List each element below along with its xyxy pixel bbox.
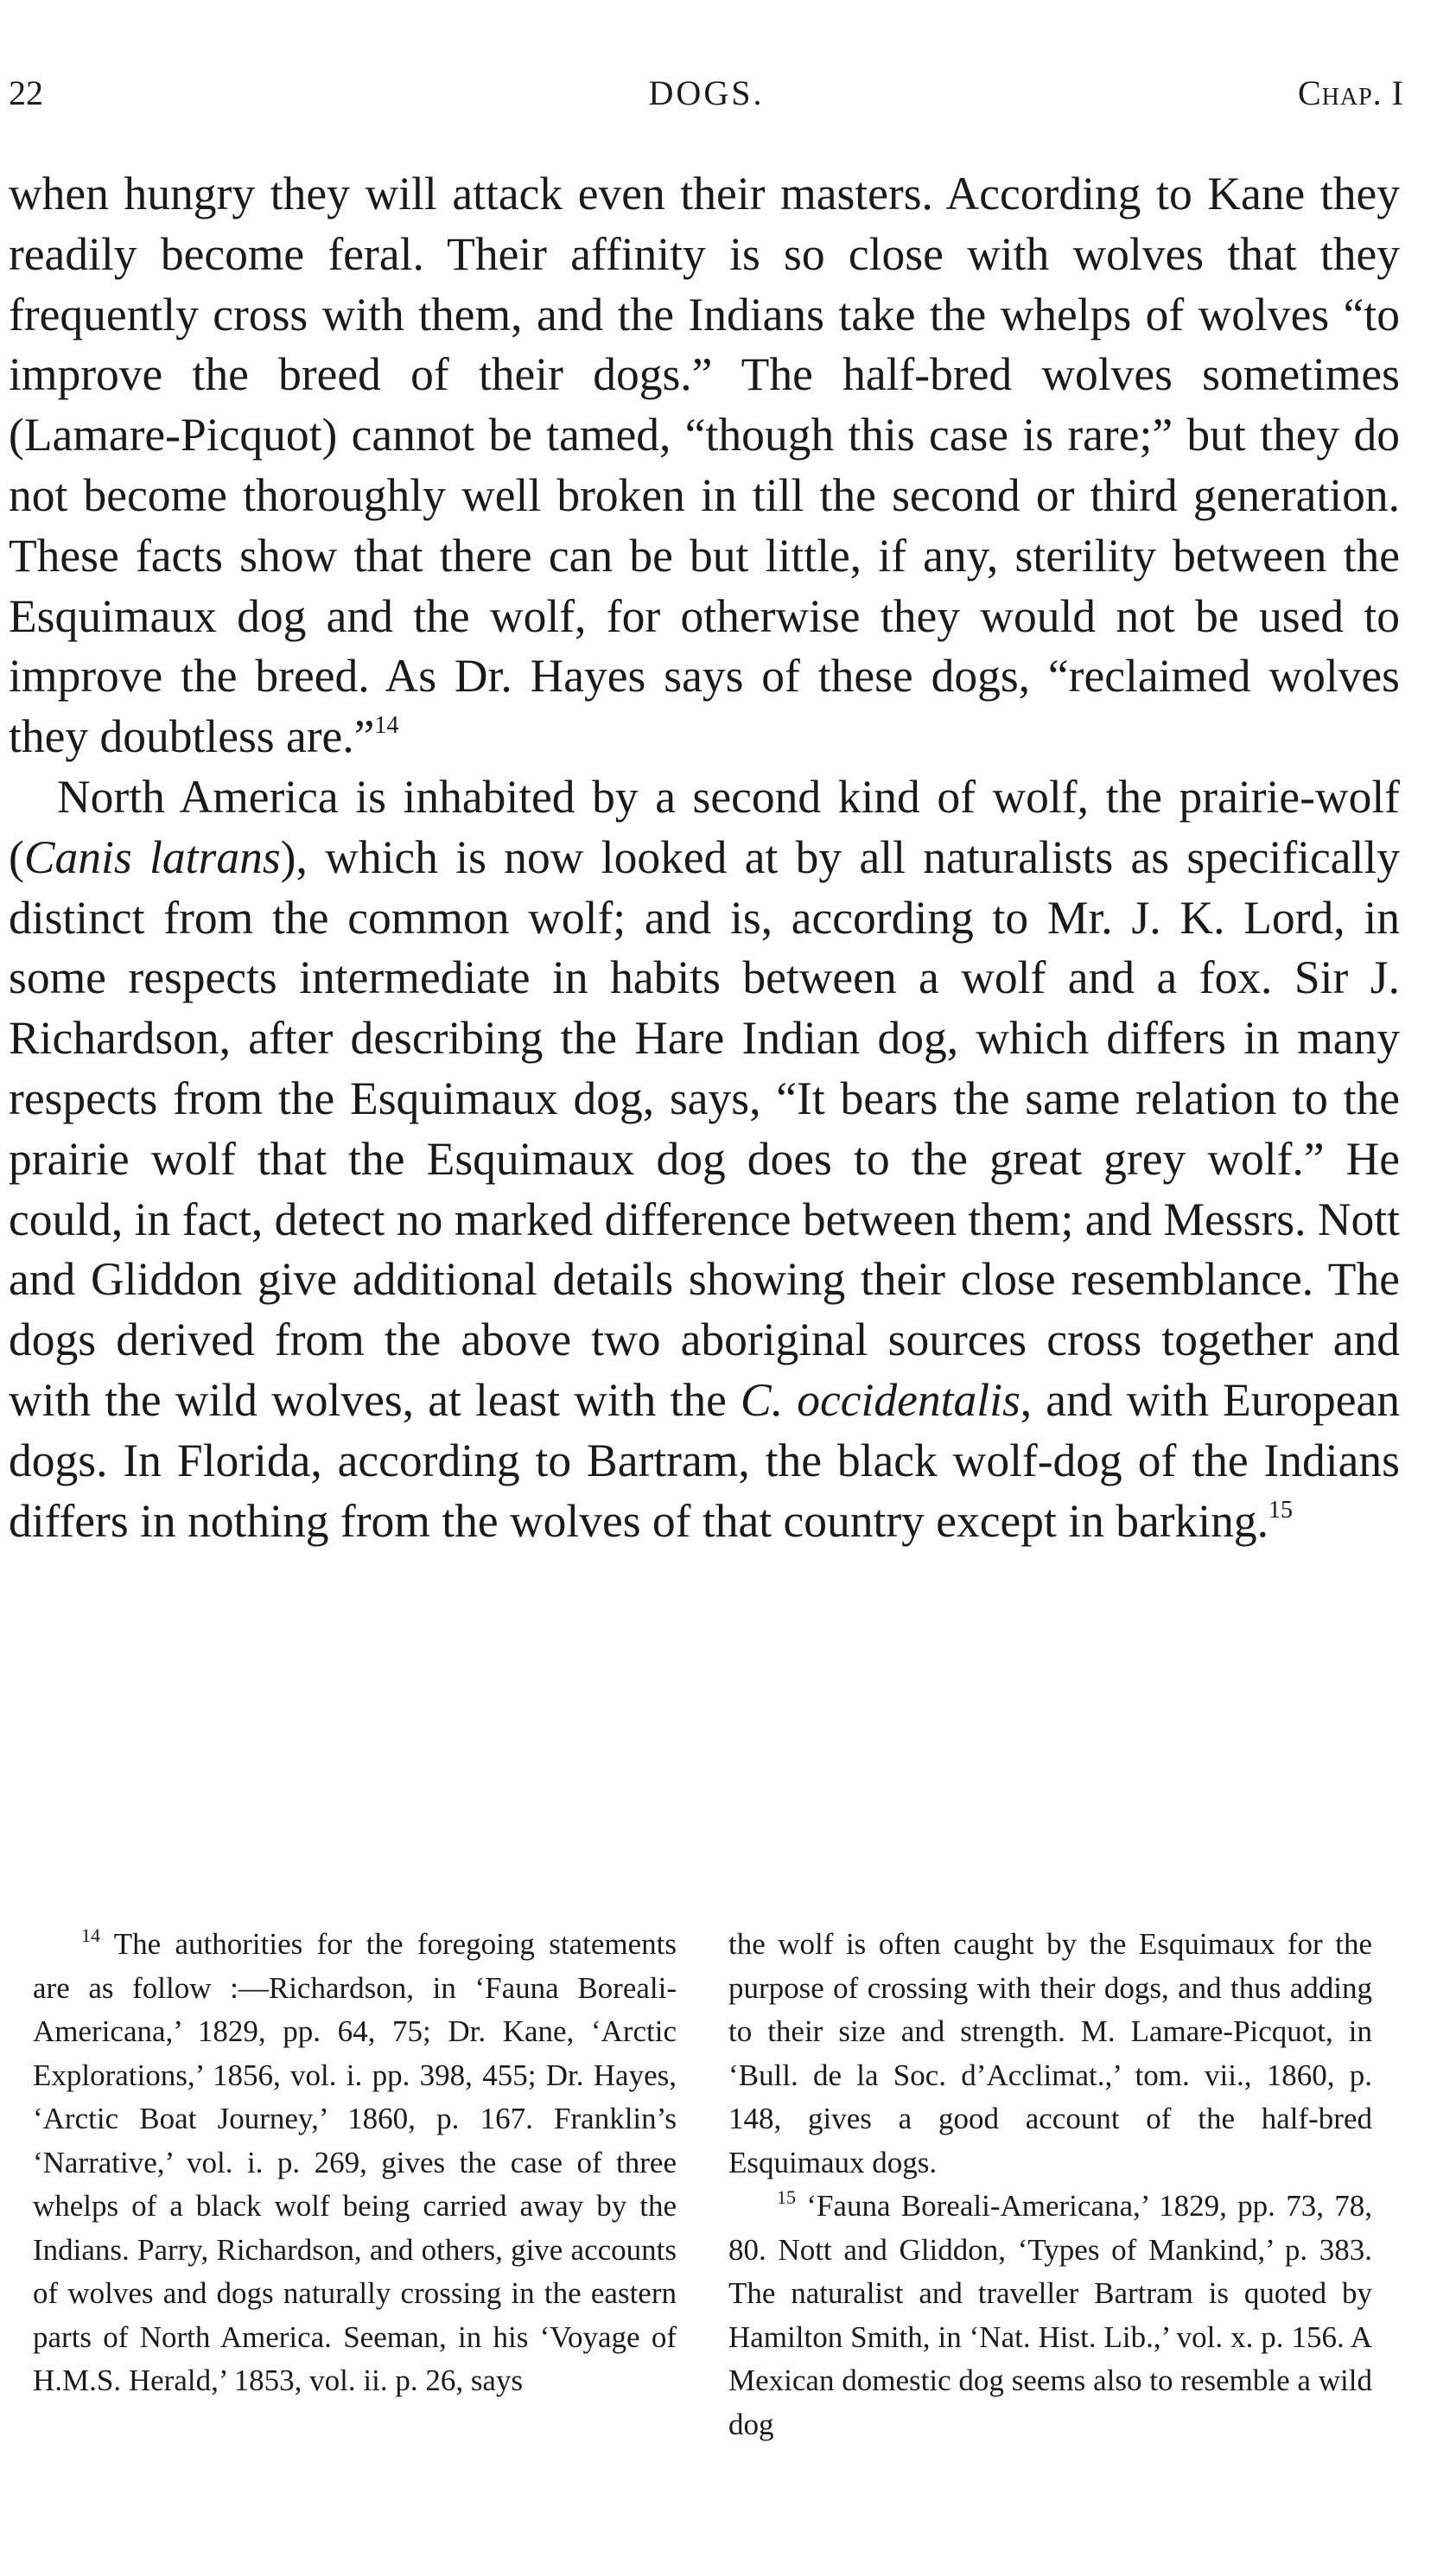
footnotes: [33, 1923, 1398, 2528]
footnote-14-continued-text: the wolf is often caught by the Esquimaux for the purpose of crossing with their dogs, and thus adding to their size and strength. M. Lamare-Picquot, in ‘Bull. de la Soc. d’Acclimat.,’ tom. vii., 1860, p. 148, gives a good account of the half-bred Esquimaux dogs.: [728, 1927, 1372, 2179]
paragraph-2-text-b: ), which is now looked at by all naturalists as specifically distinct from the common wolf; and is, according to Mr. J. K. Lord, in some respects intermediate in habits between a wolf and a fox. Sir J. Richardson, after describing the Hare Indian dog, which differs in many respects from the Esquimaux dog, says, “It bears the same relation to the prairie wolf that the Esquimaux dog does to the great grey wolf.” He could, in fact, detect no marked difference between them; and Messrs. Nott and Gliddon give additional details showing their close resemblance. The dogs derived from the above two aboriginal sources cross together and with the wild wolves, at least with the: [9, 830, 1400, 1426]
running-title: DOGS.: [648, 73, 765, 112]
footnote-ref-14: 14: [374, 712, 399, 740]
paragraph-2: [9, 767, 1400, 1551]
footnote-14-text: The authorities for the foregoing statements are as follow :—Richardson, in ‘Fauna Boreali-Americana,’ 1829, pp. 64, 75; Dr. Kane, ‘Arctic Explorations,’ 1856, vol. i. pp. 398, 455; Dr. Hayes, ‘Arctic Boat Journey,’ 1860, p. 167. Franklin’s ‘Narrative,’ vol. i. p. 269, gives the case of three whelps of a black wolf being carried away by the Indians. Parry, Richardson, and others, give accounts of wolves and dogs naturally crossing in the eastern parts of North America. Seeman, in his ‘Voyage of H.M.S. Herald,’ 1853, vol. ii. p. 26, says: [33, 1927, 677, 2397]
footnote-14-continued: [728, 1923, 1372, 2185]
paragraph-2-text-a: North America is inhabited by a second kind of wolf, the prairie-wolf (: [9, 770, 1400, 883]
footnote-14-marker: 14: [81, 1925, 100, 1946]
species-name-c-occidentalis: C. occidentalis: [741, 1373, 1020, 1426]
footnote-15: [728, 2185, 1372, 2446]
footnote-column-right: [728, 1923, 1372, 2446]
footnote-column-left: [33, 1923, 677, 2403]
footnote-14: [33, 1923, 677, 2403]
main-text: [9, 164, 1400, 1551]
paragraph-1: [9, 164, 1400, 767]
paragraph-2-text-c: , and with European dogs. In Florida, according to Bartram, the black wolf-dog of the Indians differs in nothing from the wolves of that country except in barking.: [9, 1373, 1400, 1547]
footnote-ref-15: 15: [1268, 1496, 1294, 1524]
species-name-canis-latrans: Canis latrans: [23, 830, 281, 883]
footnote-15-text: ‘Fauna Boreali-Americana,’ 1829, pp. 73, 78, 80. Nott and Gliddon, ‘Types of Mankind,’ p. 383. The naturalist and traveller Bartram is quoted by Hamilton Smith, in ‘Nat. Hist. Lib.,’ vol. x. p. 156. A Mexican domestic dog seems also to resemble a wild dog: [728, 2189, 1372, 2441]
paragraph-1-text: when hungry they will attack even their masters. According to Kane they readily become feral. Their affinity is so close with wolves that they frequently cross with them, and the Indians take the whelps of wolves “to improve the breed of their dogs.” The half-bred wolves sometimes (Lamare-Picquot) cannot be tamed, “though this case is rare;” but they do not become thoroughly well broken in till the second or third generation. These facts show that there can be but little, if any, sterility between the Esquimaux dog and the wolf, for otherwise they would not be used to improve the breed. As Dr. Hayes says of these dogs, “reclaimed wolves they doubtless are.”: [9, 168, 1400, 763]
chapter-label: Chap. I: [1297, 73, 1404, 112]
footnote-15-marker: 15: [777, 2186, 796, 2208]
page-number: 22: [9, 73, 43, 112]
running-header: [9, 67, 1404, 119]
